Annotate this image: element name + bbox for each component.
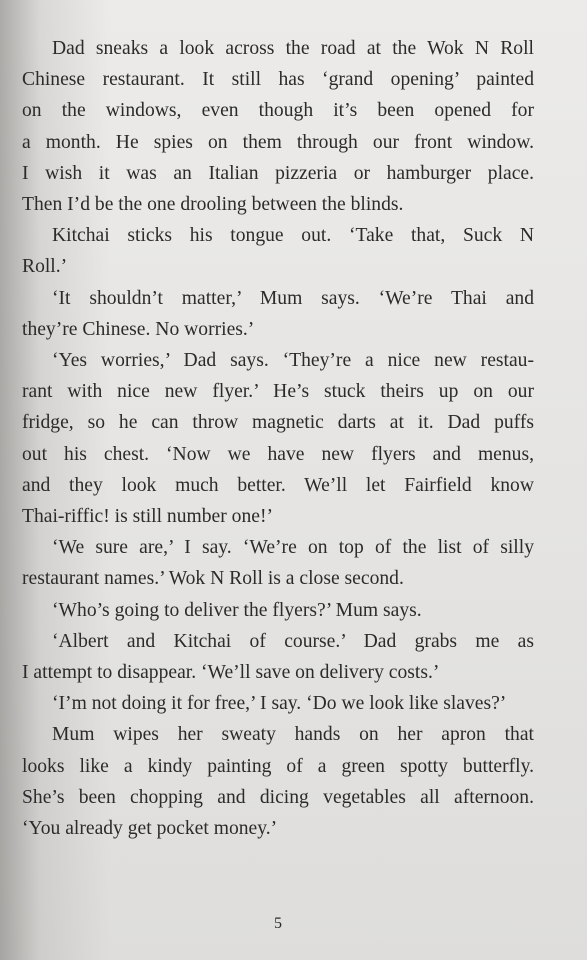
paragraph (22, 345, 534, 532)
text-line: Mum wipes her sweaty hands on her apron that (52, 724, 534, 746)
page-number: 5 (274, 915, 282, 932)
text-line: Then I’d be the one drooling between the blinds. (22, 194, 404, 216)
text-line: ‘We sure are,’ I say. ‘We’re on top of the list of silly (52, 537, 534, 559)
text-line: ‘I’m not doing it for free,’ I say. ‘Do we look like slaves?’ (52, 693, 507, 715)
paragraph (22, 220, 534, 282)
text-line: ‘Who’s going to deliver the flyers?’ Mum says. (52, 599, 422, 621)
paragraph (22, 595, 534, 626)
text-line: they’re Chinese. No worries.’ (22, 318, 255, 340)
text-line: a month. He spies on them through our front window. (22, 131, 534, 153)
text-line: out his chest. ‘Now we have new flyers and menus, (22, 443, 534, 465)
text-line: rant with nice new flyer.’ He’s stuck theirs up on our (22, 381, 534, 403)
text-line: I attempt to disappear. ‘We’ll save on delivery costs.’ (22, 662, 440, 684)
paragraph (22, 719, 534, 844)
text-line: She’s been chopping and dicing vegetables all afternoon. (22, 786, 534, 808)
text-line: Roll.’ (22, 256, 68, 278)
text-line: ‘Albert and Kitchai of course.’ Dad grabs me as (52, 630, 534, 652)
text-line: looks like a kindy painting of a green spotty butterfly. (22, 755, 534, 777)
text-line: restaurant names.’ Wok N Roll is a close second. (22, 568, 404, 590)
text-line: Chinese restaurant. It still has ‘grand opening’ painted (22, 69, 534, 91)
text-line: Kitchai sticks his tongue out. ‘Take that, Suck N (52, 225, 534, 247)
paragraph (22, 626, 534, 688)
text-line: and they look much better. We’ll let Fairfield know (22, 474, 534, 496)
text-line: Thai-riffic! is still number one!’ (22, 506, 274, 528)
paragraph (22, 532, 534, 594)
paragraph (22, 688, 534, 719)
text-line: fridge, so he can throw magnetic darts at it. Dad puffs (22, 412, 534, 434)
body-text (22, 33, 534, 844)
paragraph (22, 33, 534, 220)
text-line: ‘Yes worries,’ Dad says. ‘They’re a nice new restau- (52, 350, 534, 372)
text-line: I wish it was an Italian pizzeria or hamburger place. (22, 162, 534, 184)
text-line: Dad sneaks a look across the road at the Wok N Roll (52, 38, 534, 59)
text-line: on the windows, even though it’s been opened for (22, 100, 534, 122)
text-line: ‘You already get pocket money.’ (22, 818, 278, 840)
paragraph (22, 283, 534, 345)
text-line: ‘It shouldn’t matter,’ Mum says. ‘We’re Thai and (52, 287, 534, 309)
